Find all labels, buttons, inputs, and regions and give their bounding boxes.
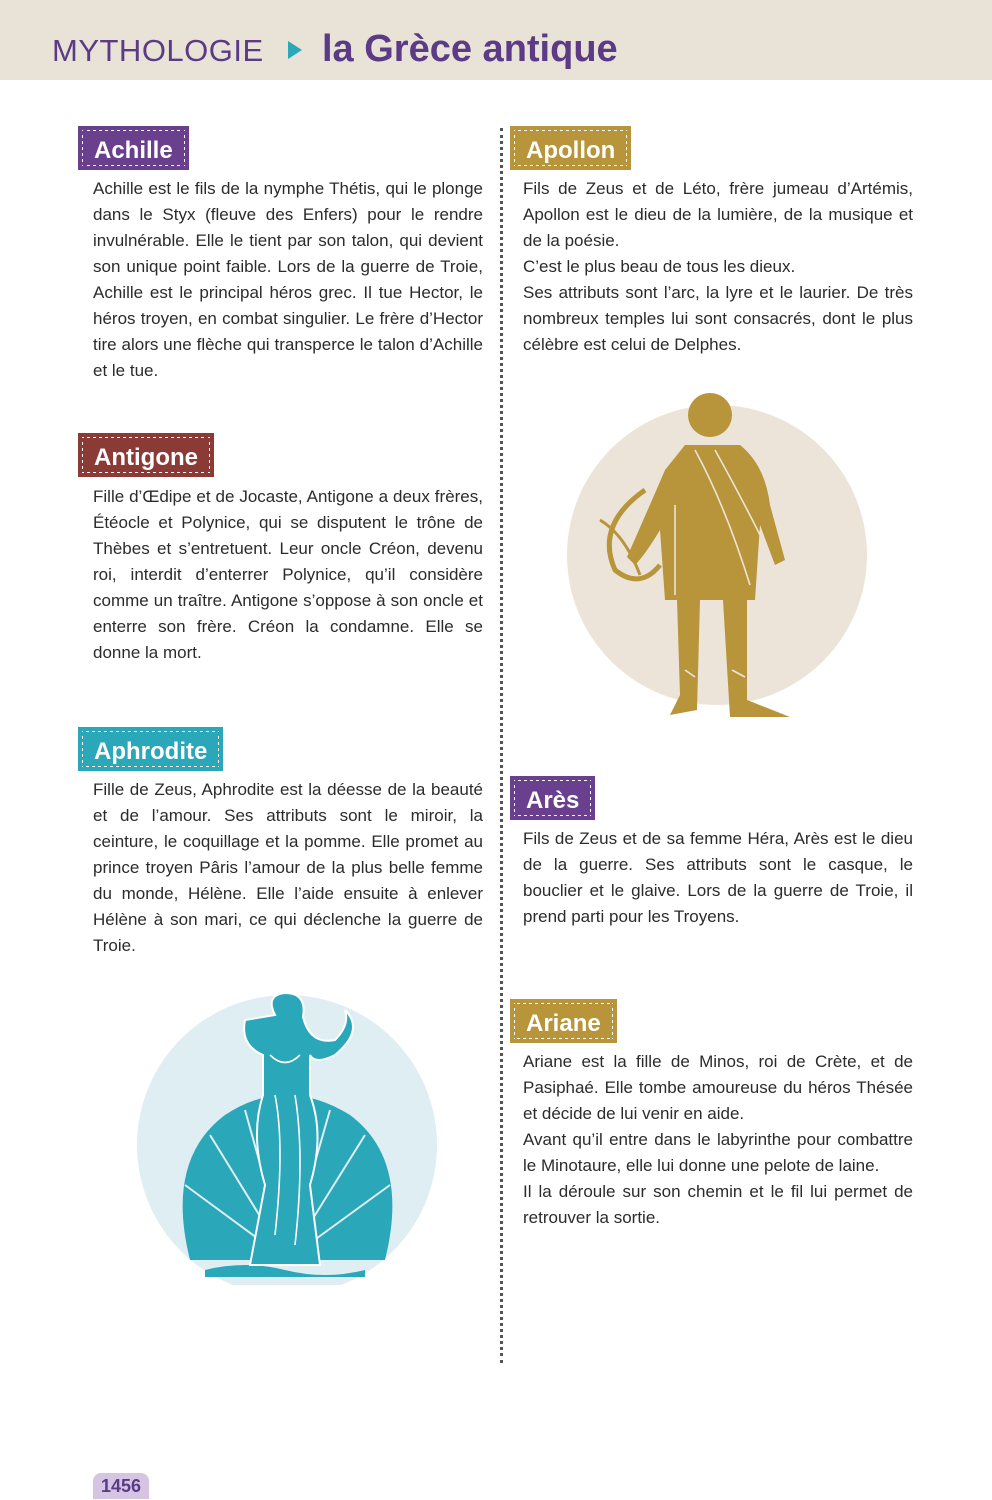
text-line: Ses attributs sont l’arc, la lyre et le laurier. De très nombreux temples lui sont consacrés, dont le plus célèbre est celui de Delphes. (523, 283, 913, 354)
page-title: la Grèce antique (322, 28, 618, 70)
triangle-arrow-icon (288, 41, 302, 59)
text-line: C’est le plus beau de tous les dieux. (523, 257, 796, 276)
text-line: Fils de Zeus et de Léto, frère jumeau d’Artémis, Apollon est le dieu de la lumière, de la musique et de la poésie. (523, 179, 913, 250)
section-label: MYTHOLOGIE (52, 33, 264, 68)
text-line: Fils de Zeus et de sa femme Héra, Arès est le dieu de la guerre. Ses attributs sont le casque, le bouclier et le glaive. Lors de la guerre de Troie, il prend parti pour les Troyens. (523, 829, 913, 926)
entry-text-ariane (523, 1049, 913, 1231)
entry-text-antigone (93, 484, 483, 666)
entry-text-achille (93, 176, 483, 384)
column-divider (500, 128, 503, 1363)
text-line: Avant qu’il entre dans le labyrinthe pour combattre le Minotaure, elle lui donne une pelote de laine. (523, 1130, 913, 1175)
aphrodite-shell-icon (135, 985, 445, 1285)
text-line: Fille d’Œdipe et de Jocaste, Antigone a deux frères, Étéocle et Polynice, qui se disputent le trône de Thèbes et s’entretuent. Leur oncle Créon, devenu roi, interdit d’enterrer Polynice, qu’il considère comme un traître. Antigone s’oppose à son oncle et enterre son frère. Créon la condamne. Elle se donne la mort. (93, 487, 483, 662)
apollo-figure-icon (565, 385, 870, 720)
text-line: Achille est le fils de la nymphe Thétis, qui le plonge dans le Styx (fleuve des Enfers) pour le rendre invulnérable. Elle le tient par son talon, qui devient son unique point faible. Lors de la guerre de Troie, Achille est le principal héros grec. Il tue Hector, le héros troyen, en combat singulier. Le frère d’Hector tire alors une flèche qui transperce le talon d’Achille et le tue. (93, 179, 483, 380)
entry-title-apollon: Apollon (512, 128, 629, 168)
page-number: 1456 (93, 1473, 149, 1499)
entry-title-ares: Arès (512, 778, 593, 818)
text-line: Fille de Zeus, Aphrodite est la déesse de la beauté et de l’amour. Ses attributs sont le miroir, la ceinture, le coquillage et la pomme. Elle promet au prince troyen Pâris l’amour de la plus belle femme du monde, Hélène. Elle l’aide ensuite à enlever Hélène à son mari, ce qui déclenche la guerre de Troie. (93, 780, 483, 955)
entry-title-achille: Achille (80, 128, 187, 168)
entry-text-aphrodite (93, 777, 483, 959)
entry-title-ariane: Ariane (512, 1001, 615, 1041)
text-line: Il la déroule sur son chemin et le fil lui permet de retrouver la sortie. (523, 1182, 913, 1227)
entry-text-apollon (523, 176, 913, 358)
entry-title-aphrodite: Aphrodite (80, 729, 221, 769)
text-line: Ariane est la fille de Minos, roi de Crète, et de Pasiphaé. Elle tombe amoureuse du héros Thésée et décide de lui venir en aide. (523, 1052, 913, 1123)
entry-title-antigone: Antigone (80, 435, 212, 475)
entry-text-ares (523, 826, 913, 930)
